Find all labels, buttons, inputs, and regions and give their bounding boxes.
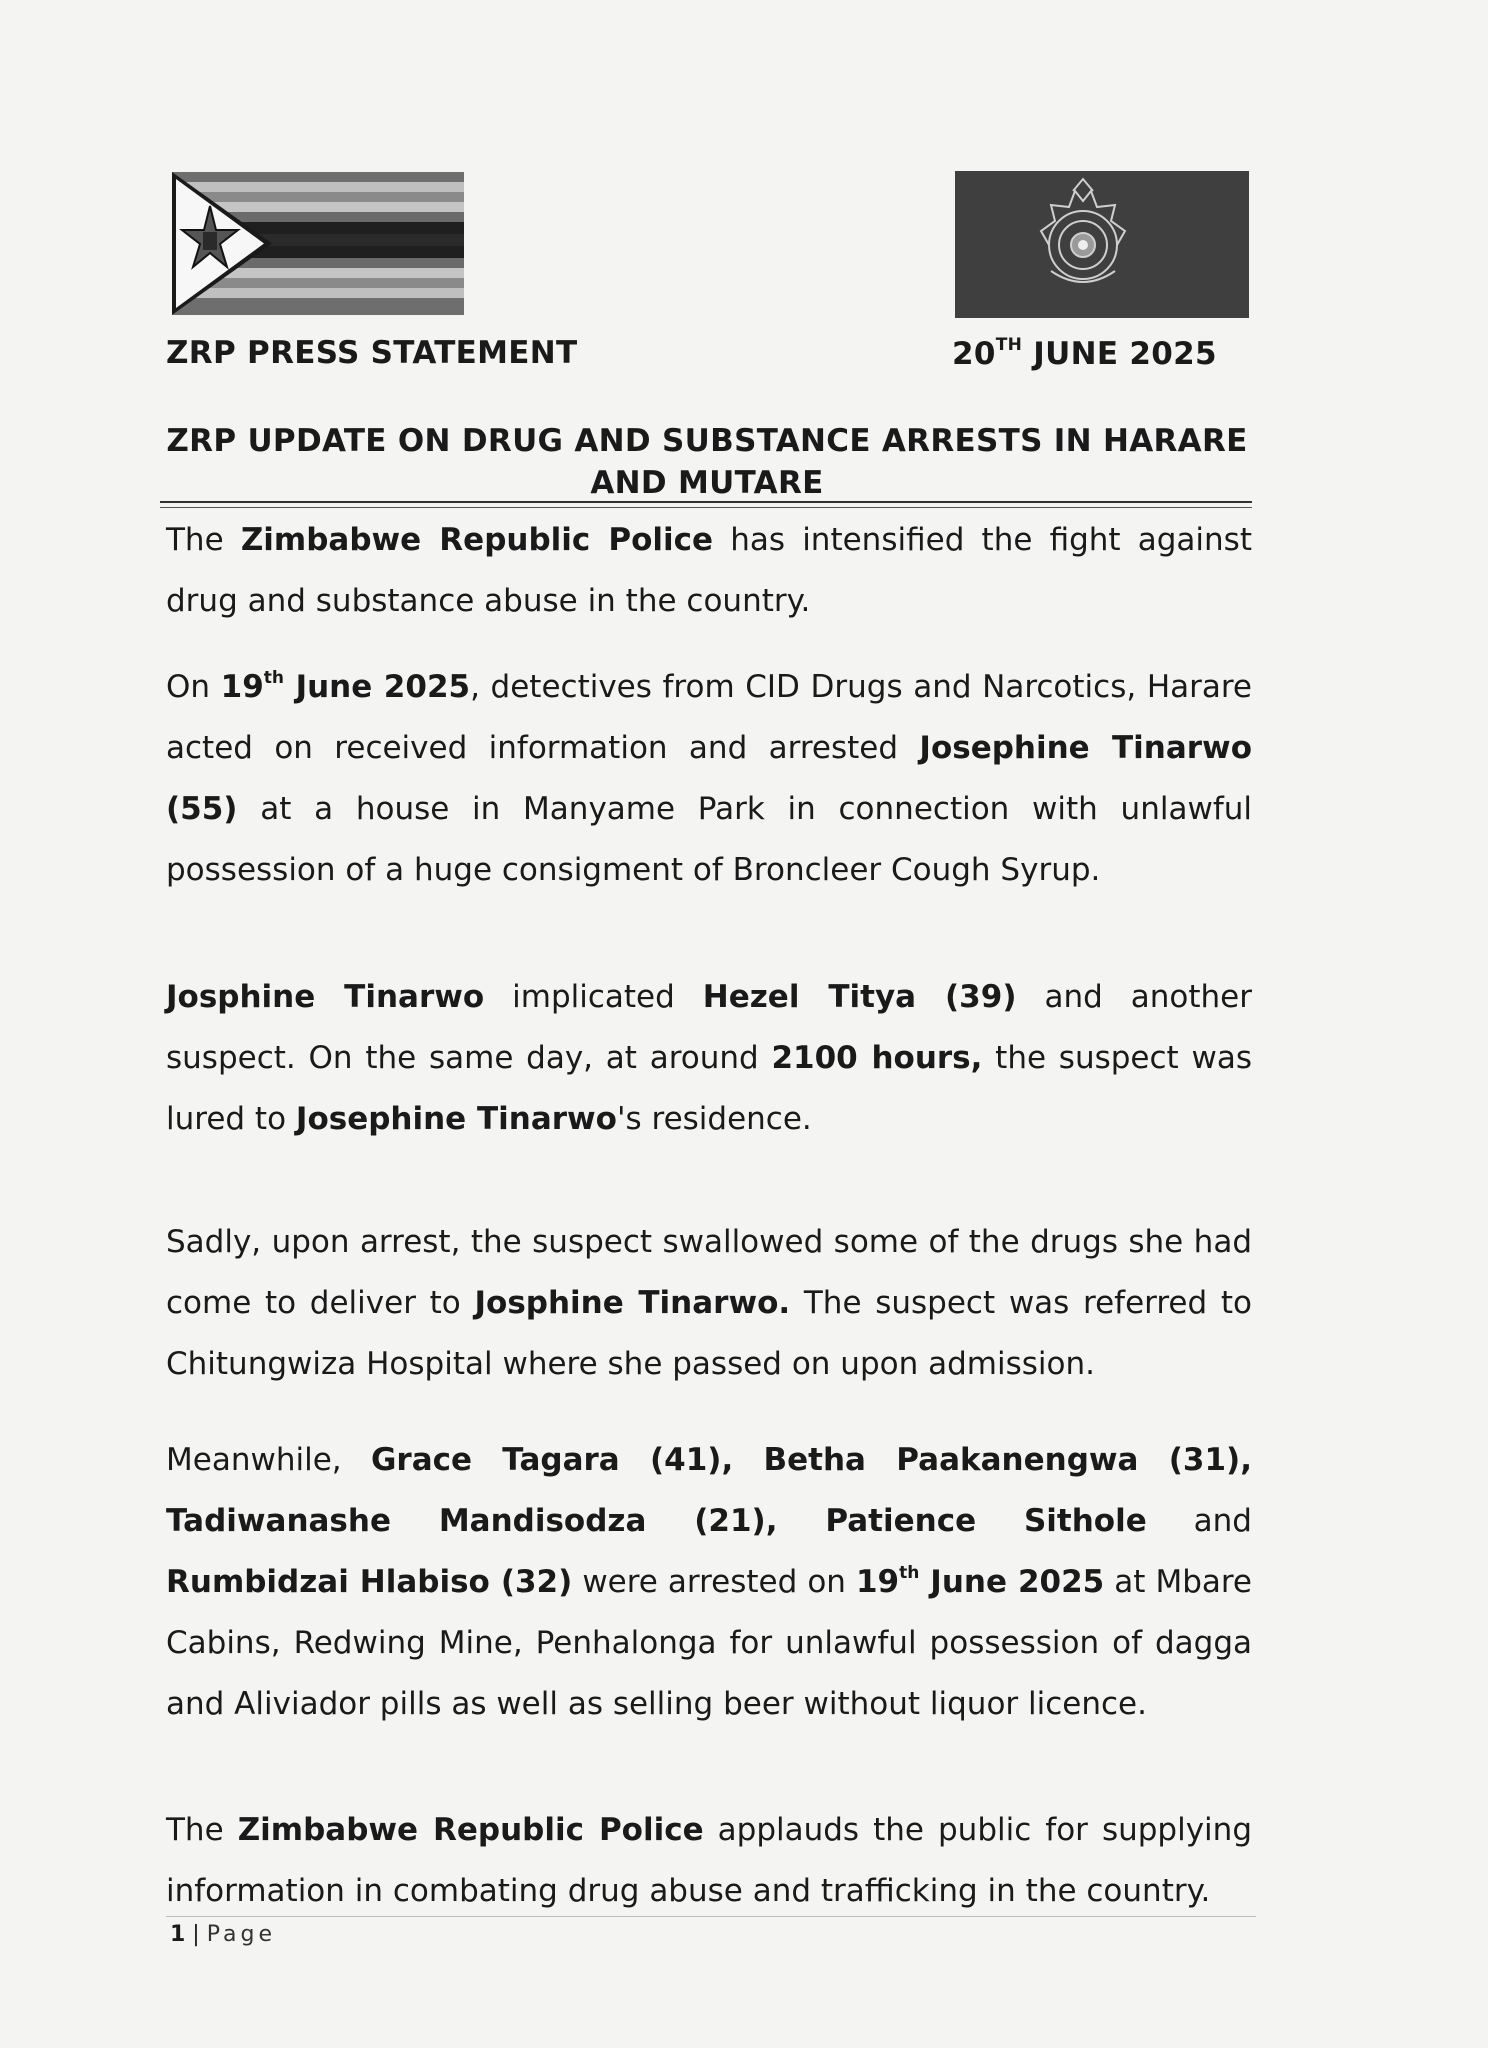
bold-text-run: 2100 hours, [771,1040,983,1076]
text-run: the suspect was lured to [166,1040,1252,1137]
text-run: were arrested on [572,1564,856,1600]
footer-rule [166,1916,1256,1917]
press-statement-label: ZRP PRESS STATEMENT [166,335,578,371]
page-title [162,420,1252,504]
text-run: and another suspect. On the same day, at around [166,979,1252,1076]
bold-text-run: Grace Tagara (41), Betha Paakanengwa (31), Tadiwanashe Mandisodza (21), Patience Sithole [166,1442,1252,1539]
paragraph-implicated [166,967,1252,1150]
text-run: has intensified the fight against drug and substance abuse in the country. [166,522,1252,619]
bold-text-run: June 2025 [284,669,471,705]
text-run: 's residence. [616,1101,812,1137]
bold-text-run: Hezel Titya (39) [702,979,1017,1015]
text-run: at Mbare Cabins, Redwing Mine, Penhalonga for unlawful possession of dagga and Aliviador pills as well as selling beer without liquor licence. [166,1564,1253,1722]
bold-text-run: Zimbabwe Republic Police [240,522,714,558]
title-rule-secondary [160,507,1252,508]
text-run: The [166,1812,238,1848]
bold-text-run: Josephine Tinarwo (55) [166,730,1252,827]
paragraph-intro [166,510,1252,632]
bold-text-run: Josphine Tinarwo. [474,1285,791,1321]
title-line-1: ZRP UPDATE ON DRUG AND SUBSTANCE ARRESTS IN HARARE [166,423,1248,459]
text-run: On [166,669,221,705]
bold-text-run: Zimbabwe Republic Police [237,1812,704,1848]
paragraph-mutare-arrests [166,1430,1252,1735]
bold-text-run: June 2025 [919,1564,1105,1600]
paragraph-closing [166,1800,1252,1922]
bold-text-run: th [263,668,285,688]
bold-text-run: Rumbidzai Hlabiso (32) [166,1564,573,1600]
text-run: Sadly, upon arrest, the suspect swallowed some of the drugs she had come to deliver to [166,1224,1252,1321]
page-word: Page [206,1922,276,1947]
bold-text-run: 19 [855,1564,900,1600]
paragraph-suspect-death [166,1212,1252,1395]
bold-text-run: Josphine Tinarwo [166,979,485,1015]
title-rule [160,501,1252,503]
bold-text-run: th [899,1563,920,1583]
bold-text-run: 19 [220,669,264,705]
statement-date: 20TH JUNE 2025 [952,335,1217,372]
page-number: 1 [170,1922,186,1947]
text-run: , detectives from CID Drugs and Narcotics, Harare acted on received information and arrested [166,669,1252,766]
text-run: The [166,522,241,558]
bold-text-run: Josephine Tinarwo [295,1101,617,1137]
title-line-2: AND MUTARE [590,465,824,501]
page-separator: | [185,1922,207,1947]
text-run: applauds the public for supplying information in combating drug abuse and trafficking in the country. [166,1812,1252,1909]
text-run: at a house in Manyame Park in connection with unlawful possession of a huge consigment of Broncleer Cough Syrup. [166,791,1252,888]
zrp-badge-icon [955,171,1249,318]
paragraph-josephine-arrest [166,657,1252,901]
text-run: implicated [484,979,703,1015]
text-run: and [1146,1503,1252,1539]
zimbabwe-flag-icon [172,172,464,315]
text-run: The suspect was referred to Chitungwiza Hospital where she passed on upon admission. [166,1285,1252,1382]
text-run: Meanwhile, [166,1442,371,1478]
page-footer [170,1922,276,1947]
